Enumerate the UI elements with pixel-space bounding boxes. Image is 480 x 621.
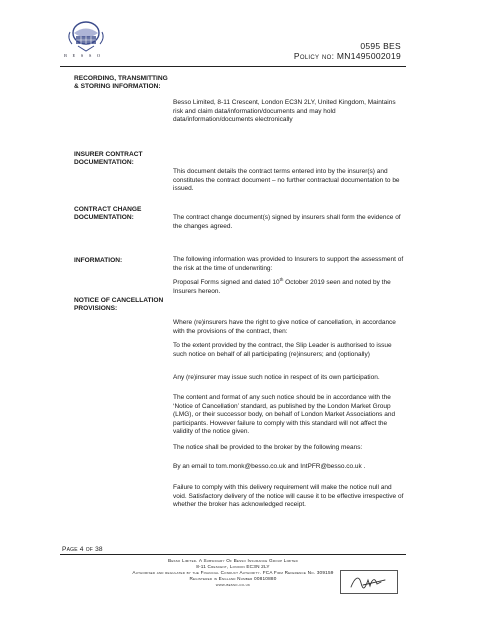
- insurer-contract-label: INSURER CONTRACT DOCUMENTATION:: [74, 151, 143, 167]
- signature-box: [340, 570, 398, 594]
- besso-logo: [66, 20, 106, 54]
- recording-text: Besso Limited, 8-11 Crescent, London EC3N 2LY, United Kingdom, Maintains risk and claim data/information/documents and may hold data/information/documents electronically: [173, 99, 396, 124]
- footer-company-line: Besso Limited. A Subsidiary Of Besso Insurance Group Limited: [168, 558, 298, 563]
- cancellation-paragraph-7: Failure to comply with this delivery requirement will make the notice null and void. Satisfactory delivery of the notice will cause it to be effective irrespective of whether the broker has acknowledged receipt.: [173, 484, 404, 509]
- footer-address-line: 8-11 Crescent, London EC3N 2LY: [196, 564, 270, 569]
- information-text: The following information was provided to Insurers to support the assessment of the risk at the time of underwriting:: [173, 256, 404, 272]
- footer-divider: [60, 554, 406, 555]
- page-number: Page 4 of 38: [62, 546, 103, 553]
- cancellation-paragraph-2: To the extent provided by the contract, the Slip Leader is authorised to issue such notice on behalf of all participating (re)insurers; and (optionally): [173, 342, 392, 358]
- signature-icon: [341, 571, 397, 593]
- contract-change-label: CONTRACT CHANGE DOCUMENTATION:: [74, 206, 142, 222]
- footer-registration-line: Registered in England Number 00810880: [189, 576, 277, 581]
- cancellation-paragraph-4: The content and format of any such notice should be in accordance with the ‘Notice of Cancellation’ standard, as published by the London Market Group (LMG), or their successor body, on behalf of London Market Associations and participants. However failure to comply with this standard will not affect the validity of the notice given.: [173, 394, 396, 436]
- cancellation-paragraph-3: Any (re)insurer may issue such notice in respect of its own participation.: [173, 374, 380, 381]
- footer-website: www.besso.co.uk: [215, 582, 251, 587]
- document-reference: 0595 BES: [360, 41, 401, 51]
- notice-email-line: By an email to tom.monk@besso.co.uk and IntPFR@besso.co.uk .: [173, 463, 366, 470]
- footer-regulation-line: Authorised and regulated by the Financial Conduct Authority. FCA Firm Reference No. 309159: [132, 570, 334, 575]
- insurer-contract-text: This document details the contract terms entered into by the insurer(s) and constitutes the contract document – no further contractual documentation to be issued.: [173, 168, 400, 193]
- proposal-forms-text-start: Proposal Forms signed and dated 10: [173, 279, 280, 286]
- proposal-forms-text-end: October 2019 seen and noted by the Insurers hereon.: [173, 279, 391, 295]
- cancellation-paragraph-1: Where (re)insurers have the right to give notice of cancellation, in accordance with the provisions of the contract, then:: [173, 319, 396, 335]
- policy-number: Policy no: MN1495002019: [293, 51, 401, 61]
- ordinal-suffix: th: [279, 276, 284, 282]
- header-divider: [60, 66, 406, 67]
- recording-label: RECORDING, TRANSMITTING & STORING INFORMATION:: [74, 75, 168, 91]
- cancellation-label: NOTICE OF CANCELLATION PROVISIONS:: [74, 297, 164, 313]
- cancellation-paragraph-5: The notice shall be provided to the broker by the following means:: [173, 444, 363, 451]
- logo-wordmark: B E S S O: [64, 53, 103, 58]
- information-label: INFORMATION:: [74, 257, 123, 264]
- proposal-forms-text: [173, 276, 405, 296]
- contract-change-text: The contract change document(s) signed by insurers shall form the evidence of the changes agreed.: [173, 214, 401, 230]
